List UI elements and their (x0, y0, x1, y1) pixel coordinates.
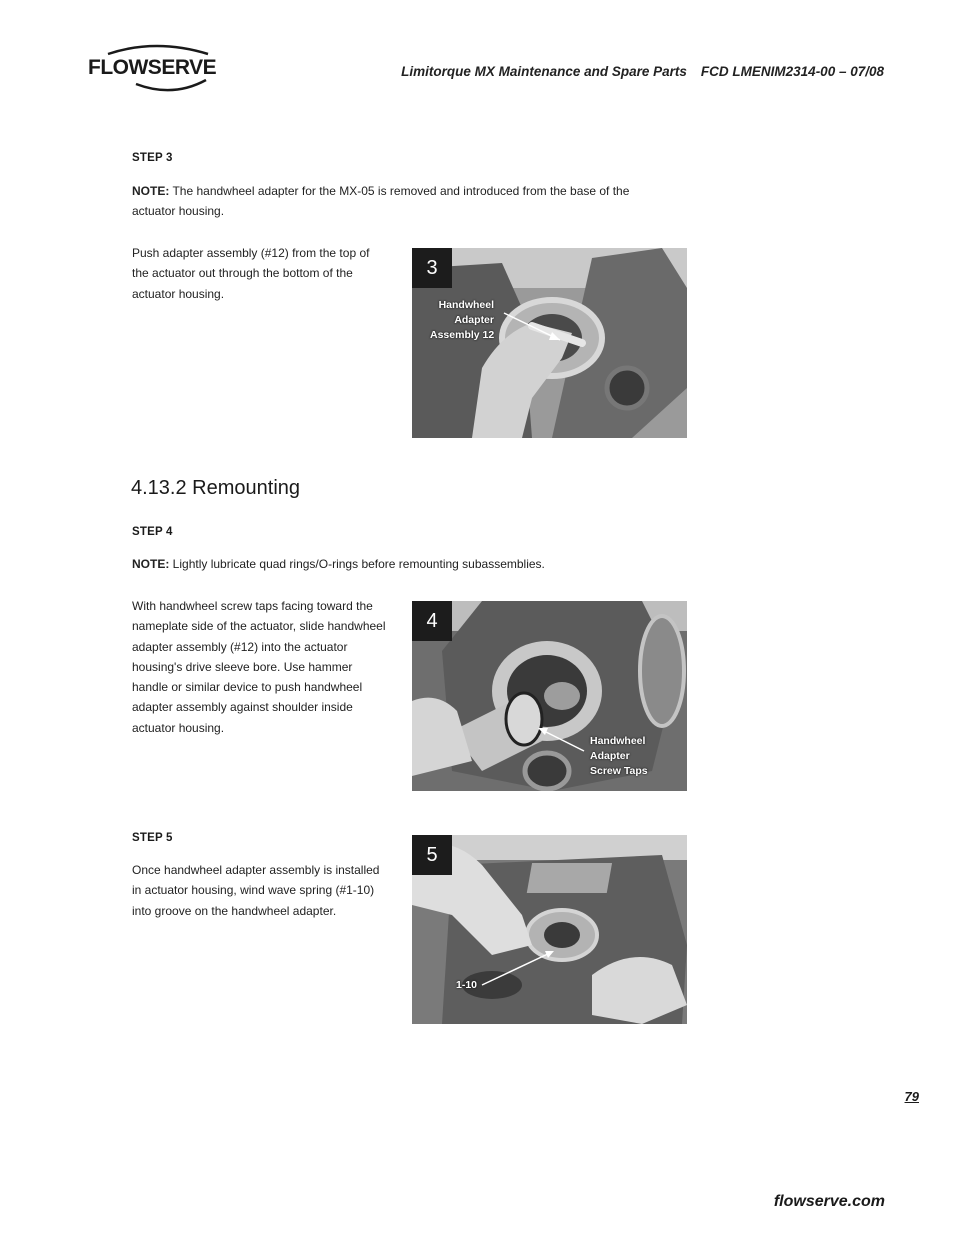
step-4-label: STEP 4 (132, 526, 173, 538)
flowserve-logo (88, 42, 228, 94)
photo-badge-5: 5 (412, 835, 452, 875)
step-3-body: Push adapter assembly (#12) from the top of the actuator out through the bottom of the actuator housing. (132, 246, 370, 301)
section-title: 4.13.2 Remounting (131, 477, 301, 499)
photo-step-5 (412, 835, 687, 1024)
note-text: The handwheel adapter for the MX-05 is removed and introduced from the base of the actuator housing. (132, 184, 630, 219)
logo-text: FLOWSERVE (88, 56, 217, 79)
footer-url[interactable]: flowserve.com (773, 1193, 885, 1210)
photo-step-4 (412, 601, 687, 791)
step-3-label: STEP 3 (132, 152, 173, 164)
page-number: 79 (904, 1089, 919, 1104)
actuator-photo-5 (412, 835, 687, 1024)
step-5-label: STEP 5 (132, 832, 173, 844)
callout-handwheel-adapter-assembly: Handwheel Adapter Assembly 12 (430, 299, 495, 341)
callout-wave-spring: 1-10 (456, 979, 478, 991)
photo-badge-3: 3 (412, 248, 452, 288)
document-header (387, 64, 884, 79)
step-3-note (132, 181, 652, 222)
step-4-body: With handwheel screw taps facing toward the nameplate side of the actuator, slide handwheel adapter assembly (#12) into the actuator housing's drive sleeve bore. Use hammer handle or similar device to push handwheel adapter assembly against shoulder inside actuator housing. (132, 599, 386, 735)
doc-code: FCD LMENIM2314-00 – 07/08 (700, 64, 884, 79)
step-4-note (132, 554, 652, 574)
doc-title: Limitorque MX Maintenance and Spare Parts (401, 64, 687, 79)
callout-handwheel-adapter-screw-taps: Handwheel Adapter Screw Taps (590, 735, 648, 777)
note-text: Lightly lubricate quad rings/O-rings before remounting subassemblies. (169, 557, 545, 571)
step-5-body: Once handwheel adapter assembly is installed in actuator housing, wind wave spring (#1-10) into groove on the handwheel adapter. (132, 863, 380, 918)
actuator-photo-3 (412, 248, 687, 438)
photo-badge-4: 4 (412, 601, 452, 641)
note-label: NOTE: (132, 557, 170, 571)
note-label: NOTE: (132, 184, 170, 198)
photo-step-3 (412, 248, 687, 438)
